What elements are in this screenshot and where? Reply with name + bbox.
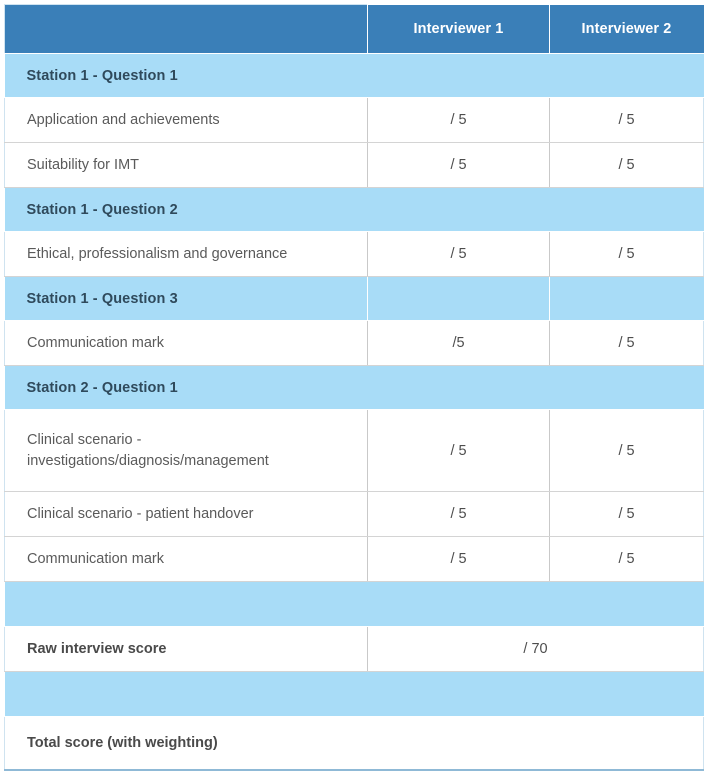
section-header-spacer-interviewer-1	[368, 277, 550, 321]
score-value: / 5	[450, 112, 467, 128]
spacer-row	[5, 582, 704, 627]
score-value: / 5	[450, 246, 467, 262]
section-title: Station 2 - Question 1	[26, 379, 178, 396]
total-score-label: Total score (with weighting)	[27, 735, 218, 751]
score-cell-interviewer-1[interactable]	[368, 321, 550, 366]
section-header-row	[5, 366, 704, 410]
score-value: / 5	[450, 506, 467, 522]
raw-score-row	[5, 627, 704, 672]
score-cell-interviewer-2[interactable]	[550, 410, 704, 492]
score-cell-interviewer-2[interactable]	[550, 492, 704, 537]
score-cell-interviewer-2[interactable]	[550, 537, 704, 582]
score-value: / 5	[618, 442, 635, 459]
raw-score-label-cell	[5, 627, 368, 672]
section-header-cell	[5, 188, 704, 232]
score-table	[4, 4, 704, 771]
criterion-label: Ethical, professionalism and governance	[27, 245, 288, 262]
raw-score-value-cell[interactable]	[368, 627, 704, 672]
section-header-spacer-interviewer-2	[550, 277, 704, 321]
criterion-label: Communication mark	[27, 334, 164, 351]
table-row	[5, 492, 704, 537]
raw-score-label: Raw interview score	[27, 641, 167, 657]
criterion-label: Clinical scenario - investigations/diagnosis/management	[27, 431, 269, 469]
criterion-cell	[5, 537, 368, 582]
score-cell-interviewer-2[interactable]	[550, 98, 704, 143]
criterion-label: Clinical scenario - patient handover	[27, 505, 254, 522]
section-title: Station 1 - Question 1	[26, 67, 178, 84]
column-header-criterion	[5, 5, 368, 54]
criterion-cell	[5, 321, 368, 366]
score-cell-interviewer-1[interactable]	[368, 98, 550, 143]
table-row	[5, 143, 704, 188]
section-header-row	[5, 277, 704, 321]
total-score-row	[5, 717, 704, 771]
score-value: / 5	[618, 335, 635, 351]
criterion-label: Application and achievements	[27, 111, 220, 128]
table-row	[5, 537, 704, 582]
score-value: / 5	[618, 246, 635, 262]
section-header-row	[5, 188, 704, 232]
criterion-label: Suitability for IMT	[27, 156, 139, 173]
column-header-interviewer-2: Interviewer 2	[550, 5, 704, 54]
column-header-interviewer-1: Interviewer 1	[368, 5, 550, 54]
score-value: / 5	[450, 442, 467, 459]
criterion-cell	[5, 98, 368, 143]
criterion-cell	[5, 232, 368, 277]
section-header-cell	[5, 54, 704, 98]
criterion-cell	[5, 143, 368, 188]
score-cell-interviewer-2[interactable]	[550, 232, 704, 277]
criterion-cell	[5, 410, 368, 492]
table-row	[5, 321, 704, 366]
score-cell-interviewer-2[interactable]	[550, 321, 704, 366]
score-value: / 5	[618, 157, 635, 173]
section-header-row	[5, 54, 704, 98]
spacer-cell	[5, 582, 704, 627]
spacer-row	[5, 672, 704, 717]
criterion-cell	[5, 492, 368, 537]
section-header-cell	[5, 277, 368, 321]
score-value: / 5	[618, 112, 635, 128]
score-cell-interviewer-1[interactable]	[368, 143, 550, 188]
section-header-cell	[5, 366, 704, 410]
raw-score-value: / 70	[523, 641, 548, 657]
score-value: / 5	[450, 157, 467, 173]
score-cell-interviewer-1[interactable]	[368, 232, 550, 277]
table-row	[5, 98, 704, 143]
table-row	[5, 232, 704, 277]
score-cell-interviewer-1[interactable]	[368, 537, 550, 582]
table-header-row	[5, 5, 704, 54]
section-title: Station 1 - Question 2	[26, 201, 178, 218]
score-value: / 5	[450, 551, 467, 567]
score-value: / 5	[618, 506, 635, 522]
score-value: /5	[452, 335, 465, 351]
score-cell-interviewer-1[interactable]	[368, 410, 550, 492]
spacer-cell	[5, 672, 704, 717]
criterion-label: Communication mark	[27, 550, 164, 567]
score-cell-interviewer-1[interactable]	[368, 492, 550, 537]
score-cell-interviewer-2[interactable]	[550, 143, 704, 188]
total-score-cell[interactable]	[5, 717, 704, 771]
section-title: Station 1 - Question 3	[26, 290, 178, 307]
score-value: / 5	[618, 551, 635, 567]
table-row	[5, 410, 704, 492]
